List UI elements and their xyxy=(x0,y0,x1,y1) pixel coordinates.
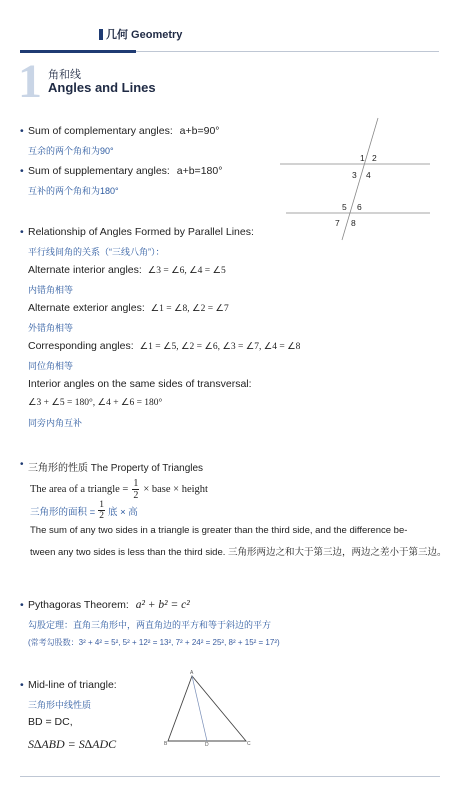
vertex-a: A xyxy=(190,670,194,676)
triangle-title: • 三角形的性质 The Property of Triangles xyxy=(28,459,203,474)
midline-label: • Mid-line of triangle: xyxy=(28,679,117,691)
area-cn-suffix: 底 × 高 xyxy=(107,506,138,518)
frac-den: 2 xyxy=(133,490,139,501)
frac-num-cn: 1 xyxy=(99,500,104,510)
angle-label-3: 3 xyxy=(352,170,357,180)
area-en-prefix: The area of a triangle = xyxy=(30,484,129,495)
pythagoras-label: Pythagoras Theorem: xyxy=(28,599,129,611)
midline-triangle-figure xyxy=(160,668,255,748)
header-rule-light xyxy=(136,51,439,52)
triangle-text-line2: tween any two sides is less than the third side. 三角形两边之和大于第三边，两边之差小于第三边。 xyxy=(30,547,447,558)
angle-label-2: 2 xyxy=(372,153,377,163)
section-title-cn: 角和线 xyxy=(48,69,81,81)
header-rule-dark xyxy=(20,50,136,53)
median-ad xyxy=(192,676,207,741)
triangle-area-cn xyxy=(30,500,138,521)
angle-label-5: 5 xyxy=(342,202,347,212)
angle-label-6: 6 xyxy=(357,202,362,212)
area-en-fraction xyxy=(132,478,139,501)
complementary-label: Sum of complementary angles: xyxy=(28,125,173,137)
alt-exterior-formula: ∠1 = ∠8, ∠2 = ∠7 xyxy=(150,304,229,314)
chapter-title: 几何 Geometry xyxy=(106,29,183,41)
triangle-text-line1: The sum of any two sides in a triangle is greater than the third side, and the difference be- xyxy=(30,525,408,536)
area-cn-prefix: 三角形的面积 = xyxy=(30,506,96,518)
pythagoras-cn: 勾股定理：直角三角形中，两直角边的平方和等于斜边的平方 xyxy=(28,620,272,630)
footer-rule xyxy=(20,776,440,777)
alt-interior-formula: ∠3 = ∠6, ∠4 = ∠5 xyxy=(147,266,226,276)
alt-exterior-cn: 外错角相等 xyxy=(28,323,74,333)
alt-interior-line xyxy=(28,264,226,276)
supplementary-cn: 互补的两个角和为180° xyxy=(28,186,119,196)
vertex-c: C xyxy=(247,741,251,747)
pythagoras-formula: a² + b² = c² xyxy=(135,599,190,611)
alt-interior-label: Alternate interior angles: xyxy=(28,264,142,276)
area-en-suffix: × base × height xyxy=(143,484,208,495)
section-title-en: Angles and Lines xyxy=(48,80,156,95)
triangle-area-en xyxy=(30,478,208,501)
vertex-b: B xyxy=(164,741,168,747)
midline-eq1: BD = DC, xyxy=(28,716,73,728)
frac-den-cn: 2 xyxy=(99,511,104,521)
interior-same-cn: 同旁内角互补 xyxy=(28,418,83,428)
interior-same-label: Interior angles on the same sides of transversal: xyxy=(28,378,252,390)
angle-label-1: 1 xyxy=(360,153,365,163)
complementary-formula: a+b=90° xyxy=(179,125,220,137)
triangle-abc xyxy=(168,676,246,741)
midline-eq2: S∆ABD = S∆ADC xyxy=(28,737,117,751)
supplementary-label: Sum of supplementary angles: xyxy=(28,165,170,177)
corresponding-cn: 同位角相等 xyxy=(28,361,74,371)
corresponding-label: Corresponding angles: xyxy=(28,340,134,352)
frac-num: 1 xyxy=(133,478,139,489)
parallel-title: • Relationship of Angles Formed by Parallel Lines: xyxy=(28,226,254,238)
angle-label-4: 4 xyxy=(366,170,371,180)
pythagoras-examples: (常考勾股数：3² + 4² = 5², 5² + 12² = 13², 7² + 24² = 25², 8² + 15² = 17²) xyxy=(28,638,280,647)
midline-cn: 三角形中线性质 xyxy=(28,700,92,710)
parallel-lines-figure xyxy=(280,112,440,242)
alt-exterior-line xyxy=(28,302,229,314)
supplementary-formula: a+b=180° xyxy=(176,165,223,177)
transversal-line xyxy=(342,118,378,240)
alt-interior-cn: 内错角相等 xyxy=(28,285,74,295)
corresponding-line xyxy=(28,340,300,352)
angle-label-8: 8 xyxy=(351,218,356,228)
vertex-d: D xyxy=(205,742,209,748)
header-accent-bar xyxy=(99,29,103,40)
pythagoras-line xyxy=(28,599,190,611)
section-number: 1 xyxy=(18,55,42,108)
supplementary-line xyxy=(28,165,222,177)
alt-exterior-label: Alternate exterior angles: xyxy=(28,302,145,314)
complementary-line xyxy=(28,125,219,137)
parallel-cn: 平行线间角的关系（“三线八角”）： xyxy=(28,247,165,257)
interior-same-formula: ∠3 + ∠5 = 180°, ∠4 + ∠6 = 180° xyxy=(28,398,163,408)
corresponding-formula: ∠1 = ∠5, ∠2 = ∠6, ∠3 = ∠7, ∠4 = ∠8 xyxy=(139,342,301,352)
area-cn-fraction xyxy=(98,500,105,521)
complementary-cn: 互余的两个角和为90° xyxy=(28,146,114,156)
angle-label-7: 7 xyxy=(335,218,340,228)
